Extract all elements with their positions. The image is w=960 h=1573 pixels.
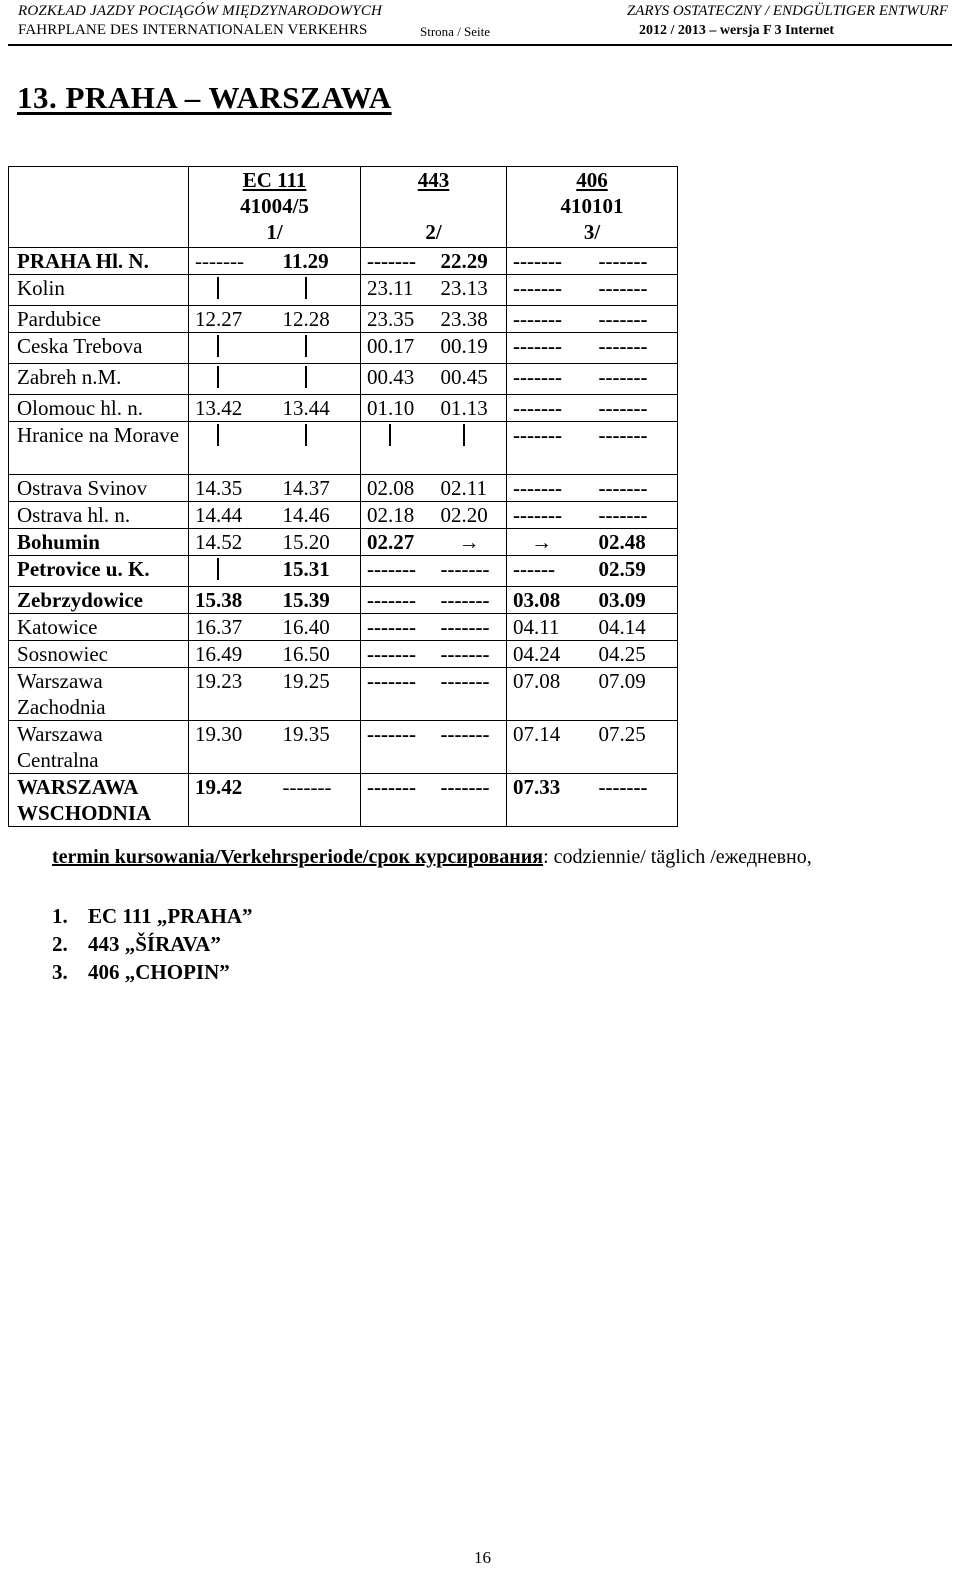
pass-line-icon xyxy=(305,335,307,357)
time-cell: 02.20 xyxy=(435,502,507,529)
time-cell: 16.37 xyxy=(189,614,277,641)
time-cell: 00.19 xyxy=(435,333,507,364)
station-name: Zabreh n.M. xyxy=(9,364,189,395)
time-cell: ------- xyxy=(507,275,593,306)
train-name-number: 2. xyxy=(52,932,68,956)
train-1-number: EC 111 xyxy=(242,168,307,192)
time-cell: 22.29 xyxy=(435,248,507,275)
time-cell: 02.59 xyxy=(593,556,678,587)
pass-through-marker xyxy=(189,333,277,364)
timetable-row xyxy=(9,774,678,827)
train-name-item xyxy=(52,902,253,930)
time-cell: 04.14 xyxy=(593,614,678,641)
pass-line-icon xyxy=(217,366,219,388)
time-cell: 07.33 xyxy=(507,774,593,827)
pass-line-icon xyxy=(305,366,307,388)
train-header-3 xyxy=(507,167,678,248)
time-cell: 07.08 xyxy=(507,668,593,721)
time-cell: ------- xyxy=(593,774,678,827)
pass-through-marker xyxy=(361,422,435,475)
time-cell: 19.23 xyxy=(189,668,277,721)
time-cell: ------- xyxy=(361,248,435,275)
timetable-row xyxy=(9,529,678,556)
train-2-code xyxy=(361,193,506,219)
arrow-right-icon: → xyxy=(458,530,480,554)
time-cell: ------- xyxy=(507,475,593,502)
time-cell: 19.35 xyxy=(277,721,361,774)
timetable-row xyxy=(9,475,678,502)
station-name: Sosnowiec xyxy=(9,641,189,668)
time-cell: 13.42 xyxy=(189,395,277,422)
time-cell: 23.35 xyxy=(361,306,435,333)
train-2-number: 443 xyxy=(417,168,450,192)
header-version: 2012 / 2013 – wersja F 3 Internet xyxy=(638,23,834,38)
time-cell: 04.25 xyxy=(593,641,678,668)
time-cell: 07.25 xyxy=(593,721,678,774)
time-cell: 15.20 xyxy=(277,529,361,556)
time-cell: 01.13 xyxy=(435,395,507,422)
time-cell: 00.43 xyxy=(361,364,435,395)
time-cell: 13.44 xyxy=(277,395,361,422)
pass-through-marker xyxy=(435,422,507,475)
train-header-1 xyxy=(189,167,361,248)
train-3-code: 410101 xyxy=(560,194,624,218)
time-cell: ------- xyxy=(361,721,435,774)
time-cell: ------- xyxy=(507,333,593,364)
time-cell: ------- xyxy=(435,587,507,614)
time-cell: ------- xyxy=(507,395,593,422)
time-cell: ------- xyxy=(435,668,507,721)
time-cell: 02.08 xyxy=(361,475,435,502)
pass-line-icon xyxy=(217,424,219,446)
train-header-2 xyxy=(361,167,507,248)
time-cell: ------- xyxy=(593,333,678,364)
time-cell: ------- xyxy=(593,306,678,333)
time-cell: 15.38 xyxy=(189,587,277,614)
pass-through-marker xyxy=(277,333,361,364)
time-cell: ------- xyxy=(593,422,678,475)
time-cell: 00.17 xyxy=(361,333,435,364)
station-name: Pardubice xyxy=(9,306,189,333)
time-cell: 02.27 xyxy=(361,529,435,556)
time-cell: ------- xyxy=(361,614,435,641)
timetable-row xyxy=(9,395,678,422)
time-cell: ------- xyxy=(507,502,593,529)
timetable-row xyxy=(9,556,678,587)
timetable-row xyxy=(9,248,678,275)
pass-line-icon xyxy=(217,277,219,299)
time-cell: 14.37 xyxy=(277,475,361,502)
train-3-note: 3/ xyxy=(583,220,601,244)
train-3-number: 406 xyxy=(576,168,608,192)
time-cell: 14.46 xyxy=(277,502,361,529)
station-name: Ostrava Svinov xyxy=(9,475,189,502)
time-cell: ------- xyxy=(361,587,435,614)
pass-line-icon xyxy=(305,277,307,299)
timetable-header-row xyxy=(9,167,678,248)
pass-line-icon xyxy=(217,558,219,580)
time-cell: 23.11 xyxy=(361,275,435,306)
page-number: 16 xyxy=(474,1548,491,1567)
station-name: Ceska Trebova xyxy=(9,333,189,364)
header-page-label: Strona / Seite xyxy=(420,24,491,39)
time-cell: 23.38 xyxy=(435,306,507,333)
train-1-note: 1/ xyxy=(266,220,283,244)
time-cell: 02.18 xyxy=(361,502,435,529)
operating-period-label: termin kursowania/Verkehrsperiode/срок курсирования xyxy=(52,846,544,868)
operating-period xyxy=(52,846,812,869)
time-cell: 19.30 xyxy=(189,721,277,774)
time-cell: ------- xyxy=(361,641,435,668)
time-cell: 16.40 xyxy=(277,614,361,641)
time-cell: 19.25 xyxy=(277,668,361,721)
timetable-row xyxy=(9,333,678,364)
time-cell: ------- xyxy=(435,614,507,641)
station-name: Bohumin xyxy=(9,529,189,556)
pass-through-marker xyxy=(189,422,277,475)
train-name-text: 443 „ŠÍRAVA” xyxy=(88,932,221,956)
time-cell: ------- xyxy=(361,668,435,721)
operating-period-text: : codziennie/ täglich /ежедневно, xyxy=(543,846,812,868)
continuation-arrow xyxy=(435,529,507,556)
station-name: Olomouc hl. n. xyxy=(9,395,189,422)
time-cell: ------- xyxy=(593,502,678,529)
time-cell: 23.13 xyxy=(435,275,507,306)
time-cell: ------- xyxy=(361,774,435,827)
time-cell: ------- xyxy=(277,774,361,827)
time-cell: ------- xyxy=(593,275,678,306)
time-cell: ------- xyxy=(593,395,678,422)
time-cell: ------- xyxy=(189,248,277,275)
header-draft-label: ZARYS OSTATECZNY / ENDGÜLTIGER ENTWURF xyxy=(626,3,948,19)
pass-through-marker xyxy=(189,364,277,395)
train-names-list xyxy=(52,902,253,986)
time-cell: 16.49 xyxy=(189,641,277,668)
time-cell: 07.09 xyxy=(593,668,678,721)
time-cell: 12.28 xyxy=(277,306,361,333)
train-1-code: 41004/5 xyxy=(240,194,309,218)
time-cell: 15.31 xyxy=(277,556,361,587)
train-name-item xyxy=(52,958,253,986)
arrow-right-icon: → xyxy=(531,530,552,554)
timetable-row xyxy=(9,721,678,774)
pass-through-marker xyxy=(189,556,277,587)
time-cell: ------- xyxy=(593,475,678,502)
train-name-number: 3. xyxy=(52,960,68,984)
time-cell: 11.29 xyxy=(277,248,361,275)
time-cell: 14.52 xyxy=(189,529,277,556)
timetable-row xyxy=(9,587,678,614)
time-cell: 07.14 xyxy=(507,721,593,774)
timetable-row xyxy=(9,422,678,475)
header-title-pl: ROZKŁAD JAZDY POCIĄGÓW MIĘDZYNARODOWYCH xyxy=(18,3,383,19)
train-name-text: EC 111 „PRAHA” xyxy=(88,904,253,928)
timetable-row xyxy=(9,502,678,529)
page-title: 13. PRAHA – WARSZAWA xyxy=(17,80,392,115)
header-divider xyxy=(8,44,952,46)
station-name: Warszawa Centralna xyxy=(9,721,189,774)
station-name: Kolin xyxy=(9,275,189,306)
timetable xyxy=(8,166,678,827)
time-cell: 02.48 xyxy=(593,529,678,556)
header-empty-cell xyxy=(9,167,189,248)
station-name: Katowice xyxy=(9,614,189,641)
train-name-text: 406 „CHOPIN” xyxy=(88,960,230,984)
header-title-de: FAHRPLANE DES INTERNATIONALEN VERKEHRS xyxy=(18,22,368,38)
time-cell: ------- xyxy=(593,364,678,395)
time-cell: ------- xyxy=(435,774,507,827)
timetable-row xyxy=(9,641,678,668)
timetable-row xyxy=(9,614,678,641)
time-cell: 04.11 xyxy=(507,614,593,641)
time-cell: 14.35 xyxy=(189,475,277,502)
pass-line-icon xyxy=(217,335,219,357)
train-name-item xyxy=(52,930,253,958)
pass-through-marker xyxy=(277,364,361,395)
station-name: Ostrava hl. n. xyxy=(9,502,189,529)
time-cell: 12.27 xyxy=(189,306,277,333)
time-cell: 19.42 xyxy=(189,774,277,827)
timetable-row xyxy=(9,668,678,721)
timetable-row xyxy=(9,306,678,333)
time-cell: ------- xyxy=(435,641,507,668)
station-name: PRAHA Hl. N. xyxy=(9,248,189,275)
station-name: WARSZAWA WSCHODNIA xyxy=(9,774,189,827)
time-cell: 14.44 xyxy=(189,502,277,529)
time-cell: ------- xyxy=(507,422,593,475)
pass-line-icon xyxy=(389,424,391,446)
station-name: Zebrzydowice xyxy=(9,587,189,614)
time-cell: 03.08 xyxy=(507,587,593,614)
time-cell: ------ xyxy=(507,556,593,587)
time-cell: 04.24 xyxy=(507,641,593,668)
time-cell: ------- xyxy=(593,248,678,275)
time-cell: 16.50 xyxy=(277,641,361,668)
time-cell: 02.11 xyxy=(435,475,507,502)
time-cell: ------- xyxy=(507,306,593,333)
pass-line-icon xyxy=(305,424,307,446)
train-name-number: 1. xyxy=(52,904,68,928)
time-cell: 00.45 xyxy=(435,364,507,395)
time-cell: 03.09 xyxy=(593,587,678,614)
time-cell: 15.39 xyxy=(277,587,361,614)
timetable-row xyxy=(9,364,678,395)
continuation-arrow xyxy=(507,529,593,556)
time-cell: ------- xyxy=(507,364,593,395)
time-cell: ------- xyxy=(361,556,435,587)
station-name: Warszawa Zachodnia xyxy=(9,668,189,721)
timetable-row xyxy=(9,275,678,306)
page-header xyxy=(0,0,960,48)
pass-through-marker xyxy=(189,275,277,306)
pass-through-marker xyxy=(277,275,361,306)
time-cell: 01.10 xyxy=(361,395,435,422)
time-cell: ------- xyxy=(435,556,507,587)
time-cell: ------- xyxy=(507,248,593,275)
station-name: Hranice na Morave xyxy=(9,422,189,475)
pass-line-icon xyxy=(463,424,465,446)
pass-through-marker xyxy=(277,422,361,475)
station-name: Petrovice u. K. xyxy=(9,556,189,587)
time-cell: ------- xyxy=(435,721,507,774)
train-2-note: 2/ xyxy=(425,220,442,244)
timetable-body xyxy=(9,167,678,827)
